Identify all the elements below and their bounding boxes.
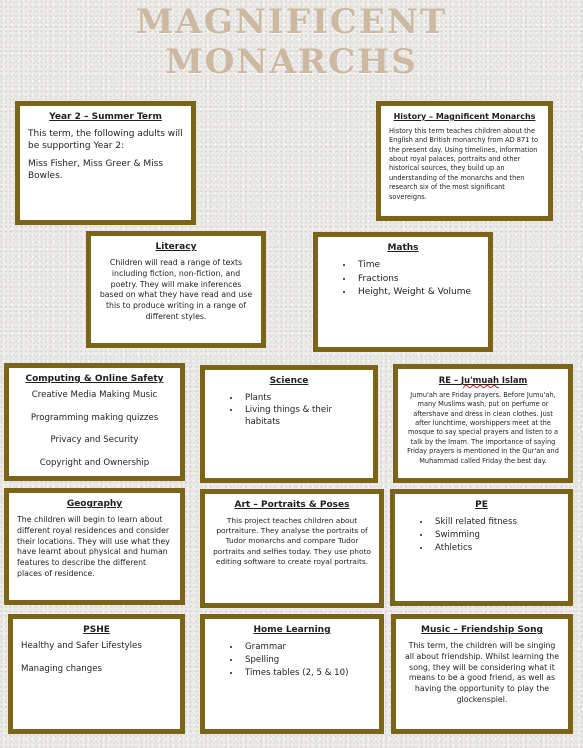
term-heading: Year 2 – Summer Term <box>49 112 162 122</box>
term-adults: Miss Fisher, Miss Greer & Miss Bowles. <box>28 159 164 182</box>
pe-list <box>403 516 560 555</box>
list-item: Programming making quizzes <box>30 412 159 423</box>
maths-box <box>313 232 493 352</box>
home-learning-list <box>213 641 371 680</box>
geography-text: The children will begin to learn about different royal residences and consider their locations. They will use what they have learnt about physical and human features to describe the different places of residence. <box>17 515 170 578</box>
list-item: Creative Media Making Music <box>31 390 158 400</box>
list-item: • Height, Weight & Volume <box>354 286 480 300</box>
list-item: • Living things & their habitats <box>241 404 365 428</box>
page-title-line-2: MONARCHS <box>165 42 418 82</box>
computing-heading: Computing & Online Safety <box>25 374 164 384</box>
term-box <box>15 101 196 225</box>
list-item: • Swimming <box>431 529 560 542</box>
literacy-heading: Literacy <box>155 242 197 252</box>
science-list <box>213 392 365 428</box>
pshe-heading: PSHE <box>83 625 110 635</box>
history-heading: History – Magnificent Monarchs <box>393 112 536 121</box>
re-box <box>393 364 573 483</box>
home-learning-box <box>200 614 384 734</box>
list-item: • Athletics <box>431 542 560 555</box>
list-item: Privacy and Security <box>50 435 139 446</box>
re-heading-word: Ju'muah <box>460 375 499 385</box>
maths-heading: Maths <box>387 243 419 253</box>
literacy-text: Children will read a range of texts including fiction, non-fiction, and poetry. They will make inferences based on what they have read and use this to produce writing in a range of different styles. <box>99 258 253 321</box>
literacy-box <box>86 231 266 348</box>
pshe-box <box>8 614 185 734</box>
list-item: • Spelling <box>241 654 371 667</box>
music-text: This term, the children will be singing all about friendship. Whilst learning the song, they will be considering what it means to be a good friend, as well as having the opportunity to play the glockenspiel. <box>404 641 560 704</box>
art-heading: Art – Portraits & Poses <box>234 500 350 510</box>
list-item: • Plants <box>241 392 365 404</box>
maths-list <box>326 259 480 300</box>
term-intro: This term, the following adults will be supporting Year 2: <box>28 129 183 152</box>
list-item: Copyright and Ownership <box>39 457 150 468</box>
science-heading: Science <box>269 376 309 386</box>
list-item: Healthy and Safer Lifestyles <box>21 641 142 651</box>
page-title-line-1: MAGNIFICENT <box>135 2 448 42</box>
history-text: History this term teaches children about the English and British monarchy from AD 871 to the present day. Using timelines, information about royal palaces, portraits and other historical sources, they build up an understanding of the monarchs and then research six of the most significant sovereigns. <box>389 127 539 201</box>
science-box <box>200 365 378 483</box>
list-item: • Times tables (2, 5 & 10) <box>241 667 371 680</box>
pe-heading: PE <box>475 500 488 510</box>
re-text: Jumu'ah are Friday prayers. Before Jumu'ah, many Muslims wash, put on perfume or aftershave and dress in clean clothes. Just after lunchtime, worshippers meet at the mosque to say special prayers and listen to a talk by the Imam. The importance of saying Friday prayers is mentioned in the Qur'an and Muhammad called Friday the best day. <box>407 391 559 465</box>
re-heading-suffix: Islam <box>498 375 528 385</box>
music-box <box>391 614 573 734</box>
geography-heading: Geography <box>66 499 123 509</box>
history-box <box>376 101 553 221</box>
list-item: Managing changes <box>21 663 102 674</box>
re-heading-prefix: RE – <box>438 375 461 385</box>
art-box <box>200 489 384 608</box>
list-item: • Time <box>354 259 480 273</box>
re-heading <box>406 375 560 385</box>
art-text: This project teaches children about portraiture. They analyse the portraits of Tudor monarchs and compare Tudor portraits and selfies today. They use photo editing software to create royal portraits. <box>213 516 371 566</box>
list-item: • Grammar <box>241 641 371 654</box>
list-item: • Skill related fitness <box>431 516 560 529</box>
home-learning-heading: Home Learning <box>253 625 331 635</box>
computing-box <box>4 363 185 481</box>
geography-box <box>4 488 185 605</box>
pe-box <box>390 489 573 606</box>
list-item: • Fractions <box>354 273 480 287</box>
music-heading: Music – Friendship Song <box>421 625 543 635</box>
